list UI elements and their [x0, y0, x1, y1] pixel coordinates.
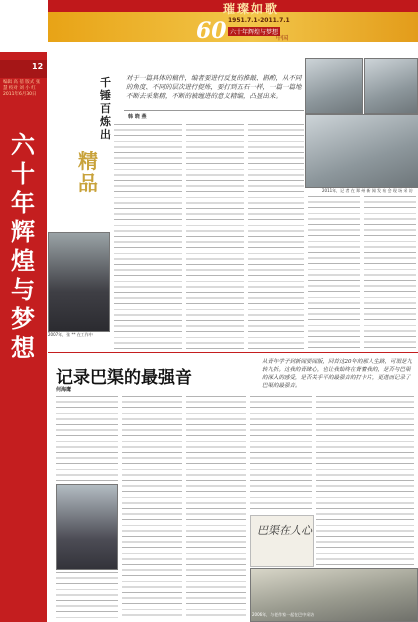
article-1-body-col-3 — [248, 124, 304, 350]
photo-press-conference-3 — [305, 114, 418, 188]
article-1-body-col-5 — [364, 196, 416, 350]
article-1-byline: 韩 晓 燕 — [128, 114, 147, 120]
photo-press-conference-1 — [305, 58, 363, 114]
sixty-mark: 60 — [196, 18, 227, 44]
article-1-headline: 千锤百炼出 — [100, 76, 111, 141]
article-2-deck: 从青年学子到新闻要闻版，回首这20年的那人生路，可谓是九转九折。这我的青睐心，也让我始终在背着我的，是否与巴渠的深入的感受，是否关乎平的最强音的打卡片，更进而记录了巴渠的最强音。 — [262, 359, 413, 389]
article-1-deck: 对于一篇具体的稿件，编者要进行反复的推敲、斟酌，从不同的角度、不同的层次进行提炼，要打到五石一样，一篇一篇地不断去采集精，不断的被缠进的意义精编，凸显出来。 — [126, 74, 302, 100]
article-2-body-col-3 — [186, 396, 246, 620]
section-divider — [48, 352, 418, 353]
anniversary-dates: 1951.7.1-2011.7.1 — [228, 17, 290, 24]
portrait-photo-author-1 — [48, 232, 110, 332]
article-1-headline-emphasis: 精品 — [78, 149, 98, 195]
article-2-body-col-1a — [56, 396, 118, 482]
article-2-body-col-4 — [250, 396, 312, 512]
article-2-headline: 记录巴渠的最强音 — [56, 368, 192, 388]
article-2-photo-caption: 2006年，与老作家一起在巴中采访 — [252, 612, 315, 617]
page-number: 12 — [32, 62, 44, 71]
series-label: 六十年辉煌与梦想 — [230, 29, 279, 36]
article-2-body-col-2 — [122, 396, 182, 620]
calligraphy-artwork — [250, 515, 314, 567]
portrait-photo-author-2 — [56, 484, 118, 570]
article-2-body-col-5 — [316, 396, 414, 566]
photo-press-conference-2 — [364, 58, 418, 114]
article-2-body-col-1b — [56, 572, 118, 620]
article-1-body-col-2 — [186, 124, 244, 350]
sidebar — [0, 0, 47, 622]
photo-caption-right: 2011年，记 者 在 郑 州 新 闻 发 布 会 现 场 采 访 — [322, 188, 413, 193]
article-2-byline: 何海鹰 — [56, 387, 72, 393]
column-title: 璀璨如歌 — [223, 2, 280, 16]
article-1-photo-caption: 2007年，张 ** 在工作中 — [48, 332, 93, 337]
edition-info: 编辑 高 蓓 版式 张 慧 校对 刘 小 红 2011年6月30日 — [3, 80, 41, 97]
calligraphy-text: 巴渠在人心 — [257, 524, 312, 537]
article-1-body-col-1 — [114, 124, 182, 350]
article-1-body-col-4 — [308, 196, 360, 350]
header-china-label: 中国 — [276, 35, 289, 42]
series-title-vertical: 六十年辉煌与梦想 — [11, 130, 35, 362]
page-header — [0, 0, 418, 52]
deck-divider — [124, 110, 304, 111]
